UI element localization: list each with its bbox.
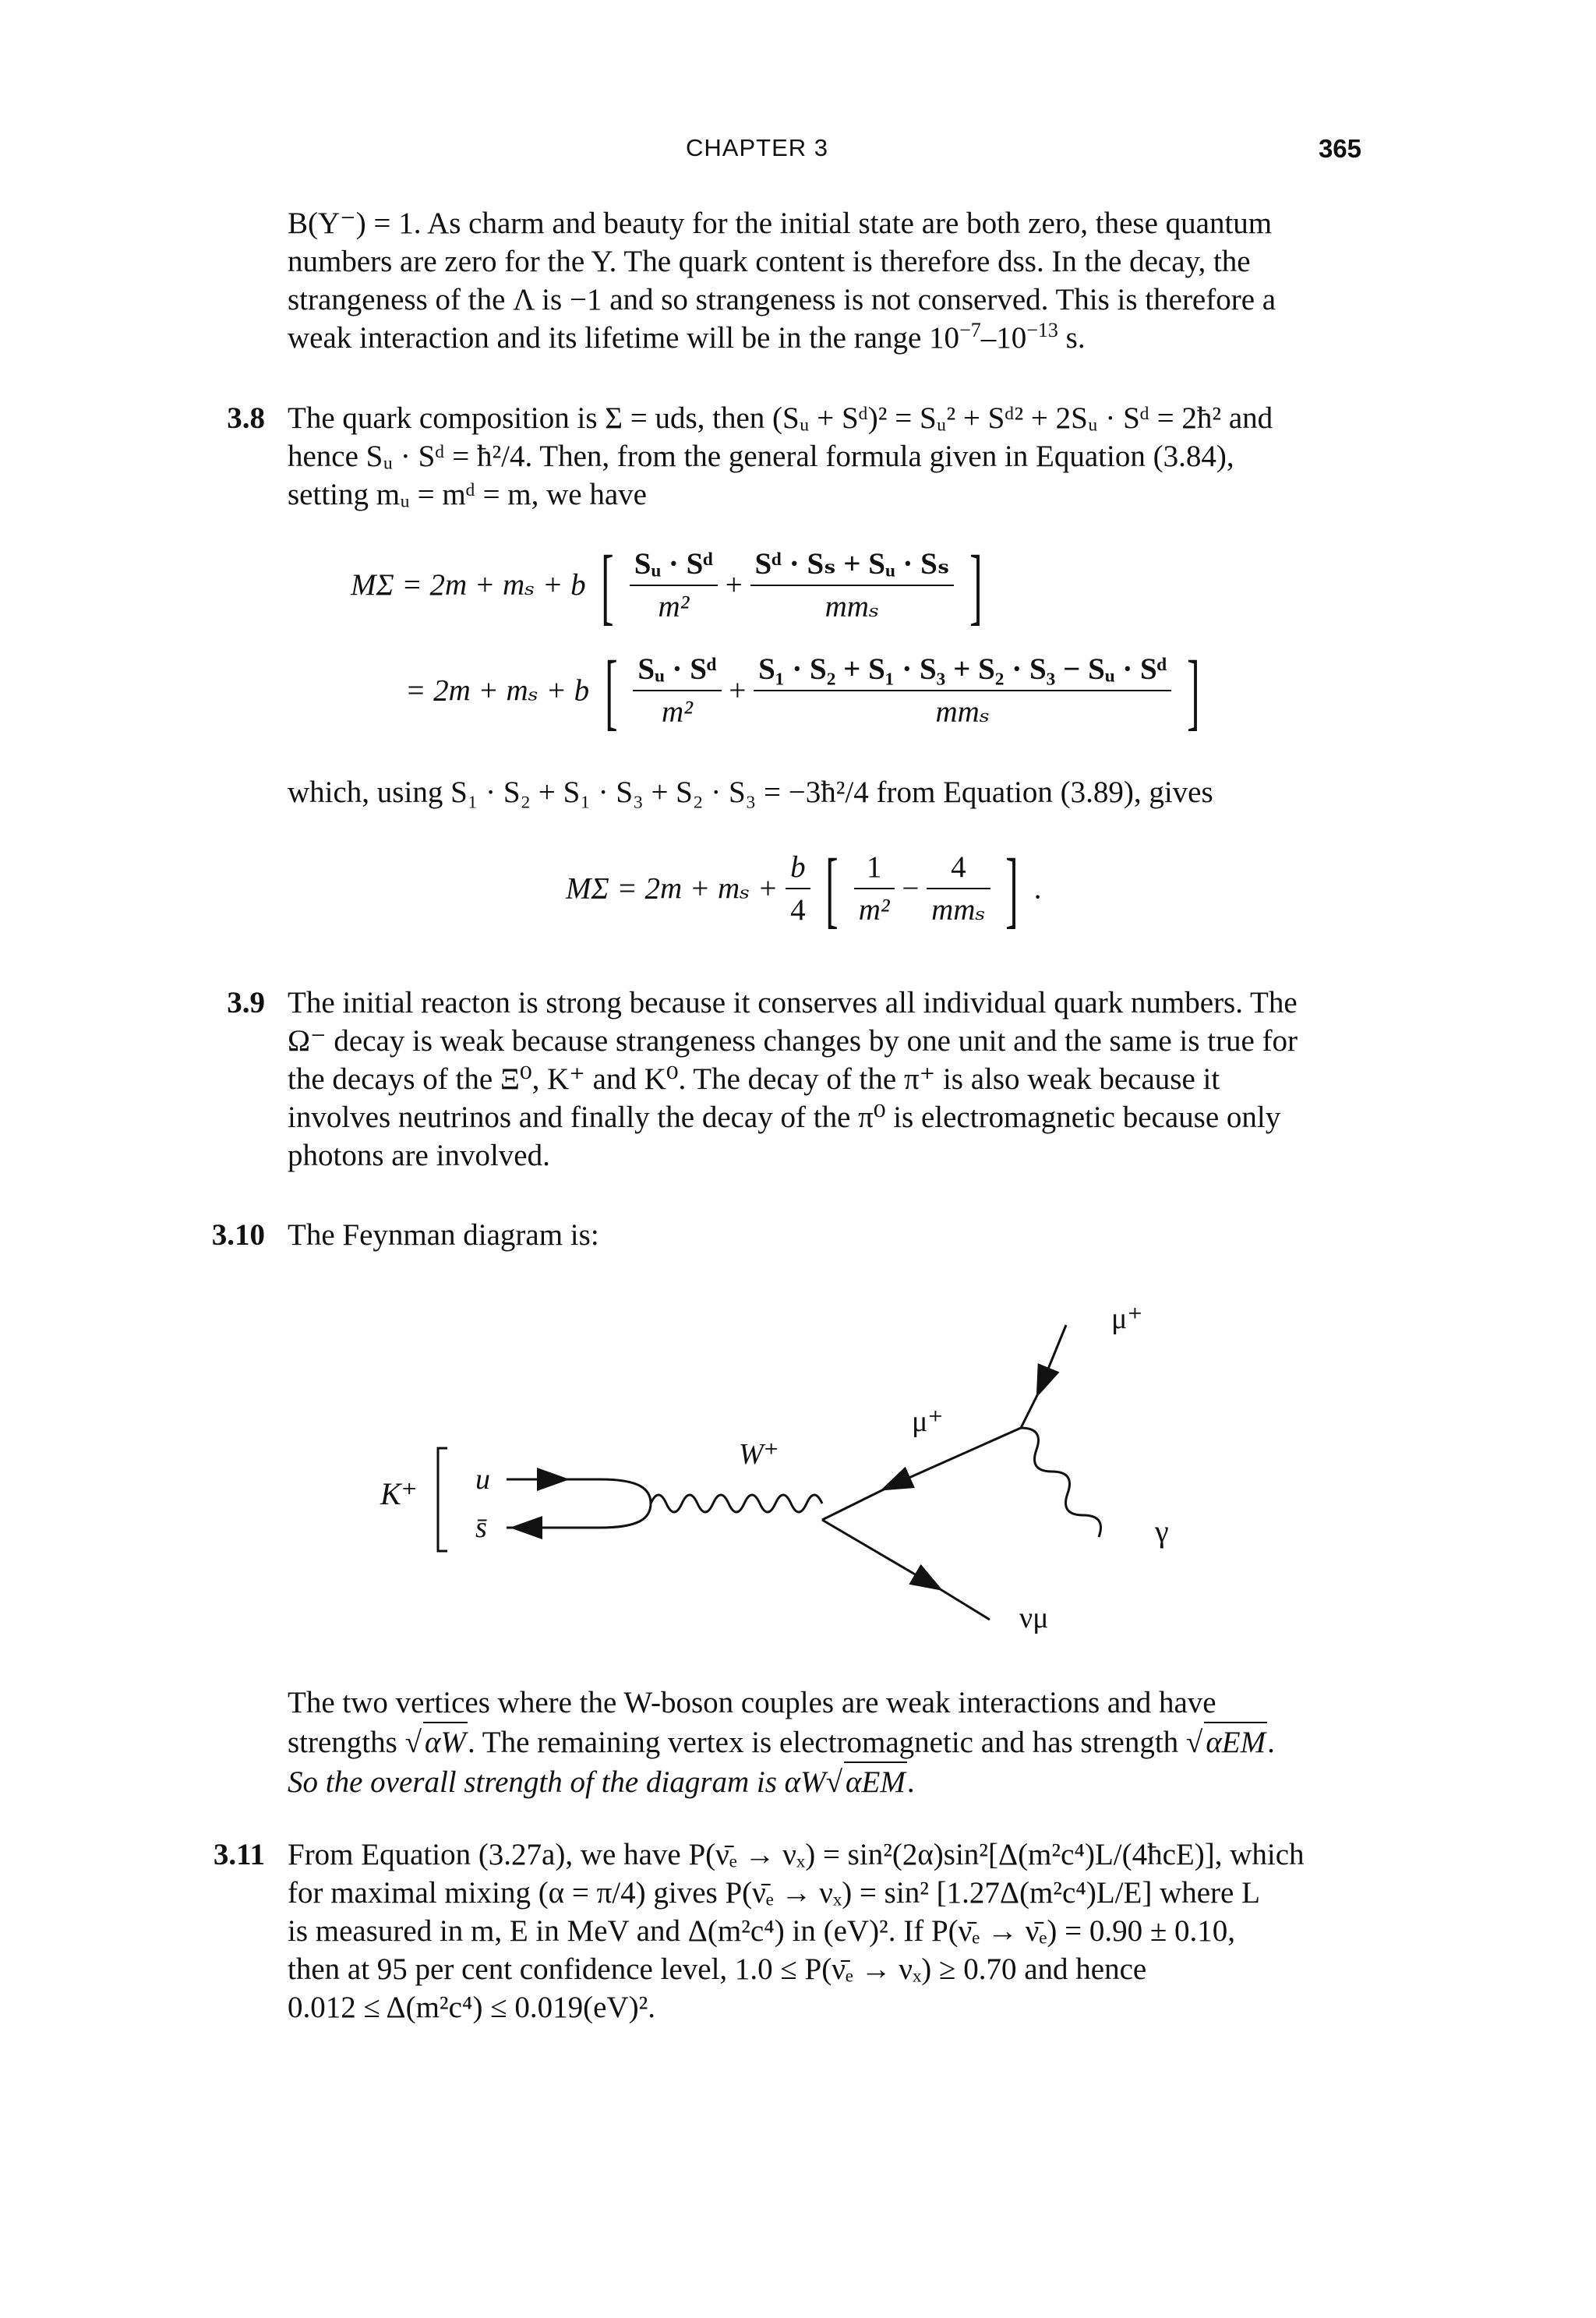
section-number-3-10: 3.10 xyxy=(211,1218,265,1252)
muon-line-mid-cont xyxy=(822,1487,888,1520)
label-k-plus: K⁺ xyxy=(380,1476,418,1511)
muon-line-mid xyxy=(885,1428,1021,1489)
para-line: involves neutrinos and finally the decay of the π⁰ is electromagnetic because only xyxy=(288,1101,1281,1134)
label-mu-plus-mid: μ⁺ xyxy=(912,1405,944,1438)
neutrino-line xyxy=(822,1520,939,1588)
para-line: numbers are zero for the Y. The quark content is therefore dss. In the decay, the xyxy=(288,245,1251,278)
photon-line xyxy=(1021,1428,1101,1537)
label-u-quark: u xyxy=(475,1463,490,1496)
meson-bracket xyxy=(438,1448,447,1551)
para-line: setting mᵤ = mᵈ = m, we have xyxy=(288,478,647,511)
running-head: CHAPTER 3 xyxy=(686,134,828,161)
para-line: 0.012 ≤ Δ(m²c⁴) ≤ 0.019(eV)². xyxy=(288,1991,656,2024)
section-3-8-text xyxy=(288,399,1363,514)
equation-m-sigma-1: MΣ = 2m + mₛ + b [ $\frac{\text{Sᵤ · Sᵈ}}{\text{m²}}$ + $\frac{\text{Sᵈ · Sₛ + Sᵤ · Sₛ}}{\text{mmₛ}}$ ] xyxy=(351,537,983,633)
label-nu-mu: νμ xyxy=(1019,1602,1049,1634)
label-w-plus: W⁺ xyxy=(739,1438,779,1471)
para-line: photons are involved. xyxy=(288,1139,550,1172)
para-line: From Equation (3.27a), we have P(ν̄ₑ → νₓ) = sin²(2α)sin²[Δ(m²c⁴)L/(4ħcE)], which xyxy=(288,1838,1305,1871)
section-3-11-text xyxy=(288,1836,1363,2026)
section-number-3-8: 3.8 xyxy=(227,401,265,435)
para-line: hence Sᵤ · Sᵈ = ħ²/4. Then, from the general formula given in Equation (3.84), xyxy=(288,440,1234,473)
muon-line-top-cont xyxy=(1021,1387,1041,1428)
para-line: strangeness of the Λ is −1 and so strangeness is not conserved. This is therefore a xyxy=(288,283,1276,316)
para-line: the decays of the Ξ⁰, K⁺ and K⁰. The decay of the π⁺ is also weak because it xyxy=(288,1062,1220,1096)
equation-m-sigma-2: = 2m + mₛ + b [ $\frac{\text{Sᵤ · Sᵈ}}{\text{m²}}$ + $\frac{\text{S₁ · S₂ + S₁ · S₃ + S₂ · S₃ − Sᵤ · Sᵈ}}{\text{mmₛ}}$ ] xyxy=(405,643,1200,738)
para-line: The two vertices where the W-boson couples are weak interactions and have xyxy=(288,1686,1216,1719)
section-3-8-continuation xyxy=(288,773,1363,811)
para-line: B(Y⁻) = 1. As charm and beauty for the initial state are both zero, these quantum xyxy=(288,207,1273,240)
para-line: strengths √ αW. The remaining vertex is electromagnetic and has strength √ αEM. xyxy=(288,1722,1363,1761)
label-gamma: γ xyxy=(1155,1514,1169,1549)
section-number-3-11: 3.11 xyxy=(213,1838,265,1871)
equation-m-sigma-3: MΣ = 2m + mₛ + $\frac{b}{4}$ [ $\frac{1}{\text{m²}}$ − $\frac{4}{\text{mmₛ}}$ ] . xyxy=(566,841,1042,936)
para-line: for maximal mixing (α = π/4) gives P(ν̄ₑ → νₓ) = sin² [1.27Δ(m²c⁴)L/E] where L xyxy=(288,1876,1260,1910)
section-3-9-text xyxy=(288,984,1363,1175)
para-line: which, using S₁ · S₂ + S₁ · S₃ + S₂ · S₃ = −3ħ²/4 from Equation (3.89), gives xyxy=(288,776,1213,809)
para-line: weak interaction and its lifetime will be in the range $10^{-7}-10^{-13}$ s. xyxy=(288,319,1086,355)
section-3-10-intro xyxy=(288,1216,1363,1254)
muon-line-top xyxy=(1038,1325,1066,1394)
para-line: The quark composition is Σ = uds, then (Sᵤ + Sᵈ)² = Sᵤ² + Sᵈ² + 2Sᵤ · Sᵈ = 2ħ² and xyxy=(288,401,1273,435)
feynman-diagram xyxy=(366,1294,1239,1637)
page-header xyxy=(0,134,1596,178)
para-line: So the overall strength of the diagram is αW√ αEM. xyxy=(288,1761,1363,1801)
w-boson-line xyxy=(651,1495,822,1512)
para-line: The initial reacton is strong because it conserves all individual quark numbers. The xyxy=(288,986,1298,1019)
para-line: The Feynman diagram is: xyxy=(288,1218,599,1252)
paragraph-top xyxy=(288,204,1363,357)
neutrino-line-cont xyxy=(935,1586,990,1620)
page-number: 365 xyxy=(1318,134,1361,163)
label-s-antiquark: s̄ xyxy=(475,1511,487,1544)
label-mu-plus-top: μ⁺ xyxy=(1111,1302,1143,1335)
para-line: Ω⁻ decay is weak because strangeness changes by one unit and the same is true for xyxy=(288,1024,1298,1058)
section-number-3-9: 3.9 xyxy=(227,986,265,1019)
para-line: is measured in m, E in MeV and Δ(m²c⁴) in (eV)². If P(ν̄ₑ → ν̄ₑ) = 0.90 ± 0.10, xyxy=(288,1914,1236,1948)
section-3-10-text xyxy=(288,1684,1363,1801)
annihilation-curve xyxy=(600,1479,651,1528)
para-line: then at 95 per cent confidence level, 1.0 ≤ P(ν̄ₑ → νₓ) ≥ 0.70 and hence xyxy=(288,1952,1147,1986)
